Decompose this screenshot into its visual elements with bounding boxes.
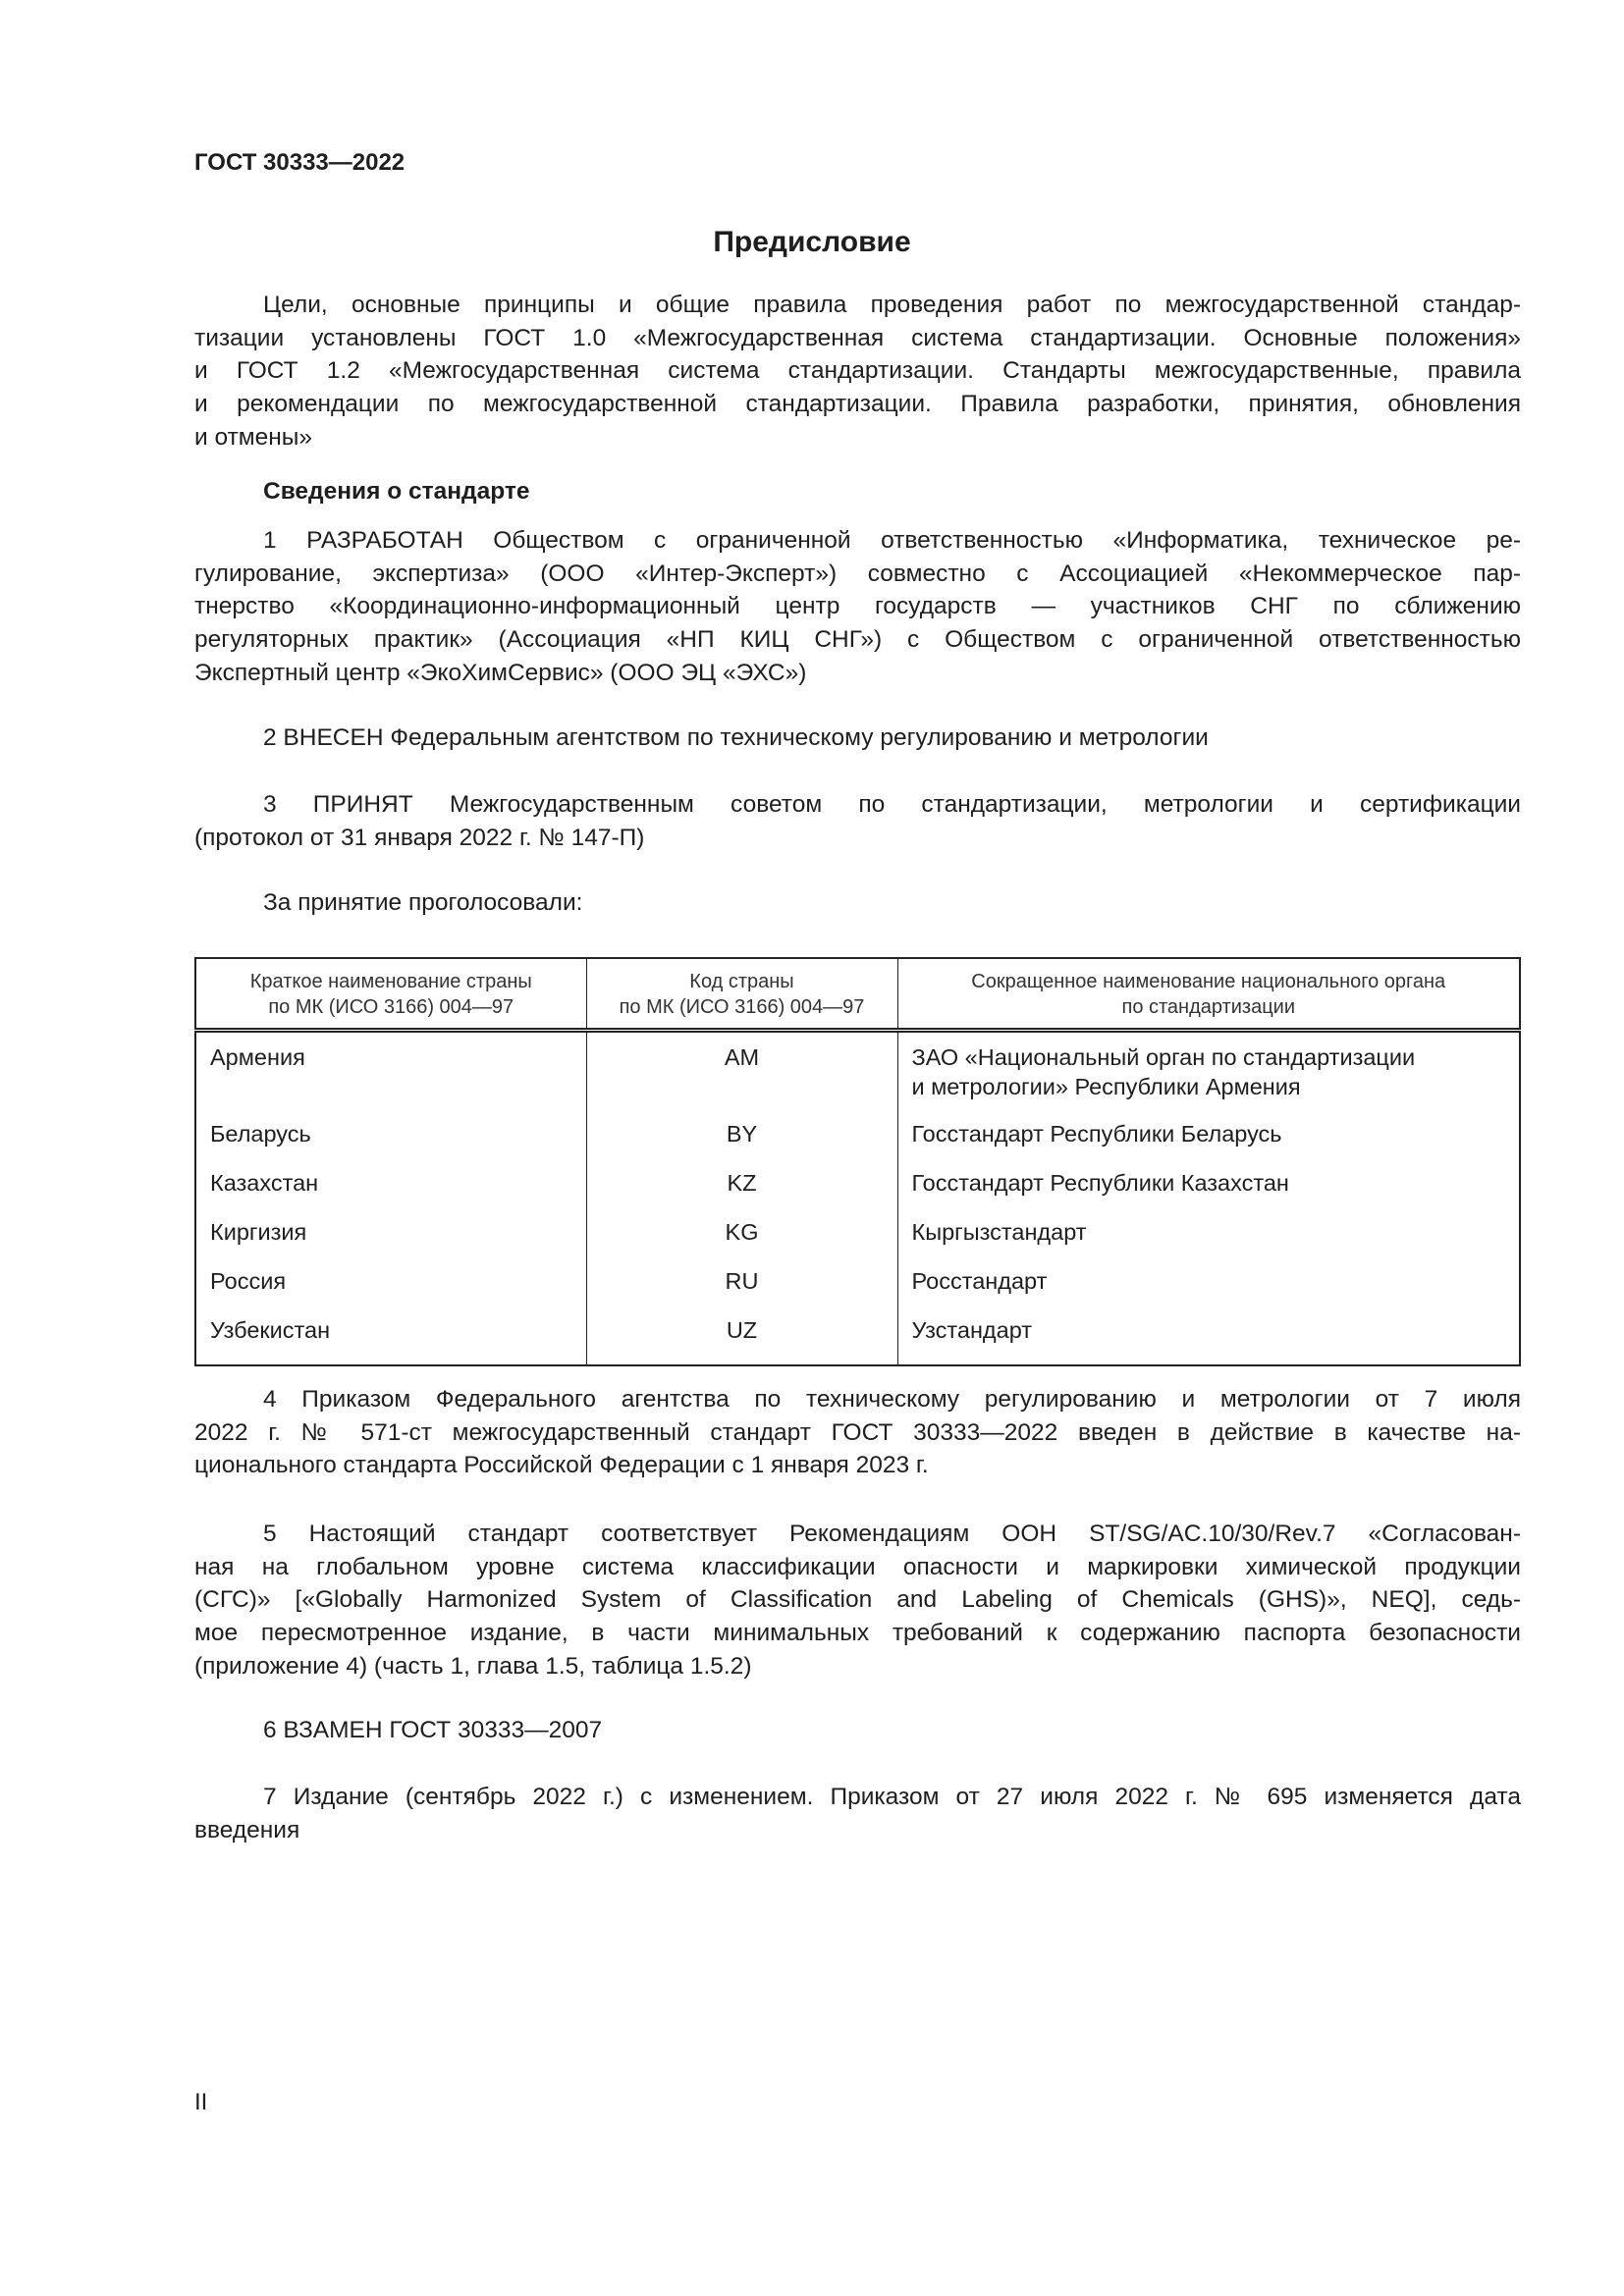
table-row [195,1158,1520,1207]
body-cell: Госстандарт Республики Казахстан [897,1158,1520,1207]
item-2 [194,721,1521,755]
body-cell: Кыргызстандарт [897,1207,1520,1256]
country-cell: Армения [195,1031,586,1109]
text-line: ционального стандарта Российской Федерации с 1 января 2023 г. [194,1452,929,1479]
text-line: 3 ПРИНЯТ Межгосударственным советом по стандартизации, метрологии и сертификации [263,791,1521,818]
header-body: Сокращенное наименование национального органа по стандартизации [897,958,1520,1031]
text-line: 4 Приказом Федерального агентства по техническому регулированию и метрологии от 7 июля [263,1386,1521,1413]
item-3 [194,788,1521,854]
text-line: регуляторных практик» (Ассоциация «НП КИЦ СНГ») с Обществом с ограниченной ответственностью [194,626,1521,654]
code-cell: AM [586,1031,897,1109]
text-line: ная на глобальном уровне система классификации опасности и маркировки химической продукции [194,1553,1521,1580]
page-number: II [194,2089,208,2115]
section-subheading [194,475,1521,508]
item-5 [194,1518,1521,1683]
item-7 [194,1781,1521,1846]
country-cell: Узбекистан [195,1306,586,1365]
code-cell: UZ [586,1306,897,1365]
text-line: (приложение 4) (часть 1, глава 1.5, таблица 1.5.2) [194,1652,752,1680]
body-cell: Узстандарт [897,1306,1520,1365]
code-cell: KG [586,1207,897,1256]
page-title: Предисловие [713,226,911,258]
table-header-row [195,958,1520,1031]
document-header: ГОСТ 30333—2022 [194,149,406,176]
intro-paragraph [194,289,1521,454]
text-line: Экспертный центр «ЭкоХимСервис» (ООО ЭЦ «ЭХС») [194,659,807,686]
text-line: 5 Настоящий стандарт соответствует Рекомендациям ООН ST/SG/AC.10/30/Rev.7 «Согласован- [263,1521,1521,1547]
text-line: 6 ВЗАМЕН ГОСТ 30333—2007 [263,1717,603,1743]
header-country: Краткое наименование страны по МК (ИСО 3166) 004—97 [195,958,586,1031]
table-row [195,1031,1520,1109]
item-4 [194,1383,1521,1482]
text-line: гулирование, экспертиза» (ООО «Интер-Эксперт») совместно с Ассоциацией «Некоммерческое пар- [194,560,1521,587]
code-cell: RU [586,1256,897,1306]
body-cell: Росстандарт [897,1256,1520,1306]
voted-label [194,886,1521,920]
table-row [195,1109,1520,1158]
item-1 [194,524,1521,690]
code-cell: BY [586,1109,897,1158]
text-line: (СГС)» [«Globally Harmonized System of Classification and Labeling of Chemicals (GHS)», NEQ], седь- [194,1586,1521,1614]
text-line: 1 РАЗРАБОТАН Обществом с ограниченной ответственностью «Информатика, техническое ре- [263,527,1521,554]
body-cell: ЗАО «Национальный орган по стандартизации и метрологии» Республики Армения [897,1031,1520,1109]
text-line: 2022 г. № 571-ст межгосударственный стандарт ГОСТ 30333—2022 введен в действие в качестве на- [194,1418,1521,1446]
text-line: и отмены» [194,423,313,451]
text-line: За принятие проголосовали: [263,889,583,916]
header-code: Код страны по МК (ИСО 3166) 004—97 [586,958,897,1031]
country-cell: Киргизия [195,1207,586,1256]
text-line: введения [194,1816,300,1843]
text-line: 7 Издание (сентябрь 2022 г.) с изменением. Приказом от 27 июля 2022 г. № 695 изменяется дата [263,1784,1521,1810]
text-line: и рекомендации по межгосударственной стандартизации. Правила разработки, принятия, обновления [194,391,1521,418]
country-cell: Россия [195,1256,586,1306]
subheading-text: Сведения о стандарте [263,478,530,505]
text-line: тнерство «Координационно-информационный центр государств — участников СНГ по сближению [194,593,1521,620]
table-row [195,1256,1520,1306]
country-cell: Казахстан [195,1158,586,1207]
text-line: тизации установлены ГОСТ 1.0 «Межгосударственная система стандартизации. Основные положения» [194,324,1521,351]
country-cell: Беларусь [195,1109,586,1158]
text-line: и ГОСТ 1.2 «Межгосударственная система стандартизации. Стандарты межгосударственные, правила [194,357,1521,385]
table-row [195,1306,1520,1365]
text-line: мое пересмотренное издание, в части минимальных требований к содержанию паспорта безопасности [194,1620,1521,1647]
code-cell: KZ [586,1158,897,1207]
body-cell: Госстандарт Республики Беларусь [897,1109,1520,1158]
text-line: 2 ВНЕСЕН Федеральным агентством по техническому регулированию и метрологии [263,724,1209,751]
item-6 [194,1714,1521,1747]
table-row [195,1207,1520,1256]
text-line: (протокол от 31 января 2022 г. № 147-П) [194,824,645,851]
text-line: Цели, основные принципы и общие правила проведения работ по межгосударственной стандар- [263,292,1521,318]
countries-table [194,957,1521,1366]
